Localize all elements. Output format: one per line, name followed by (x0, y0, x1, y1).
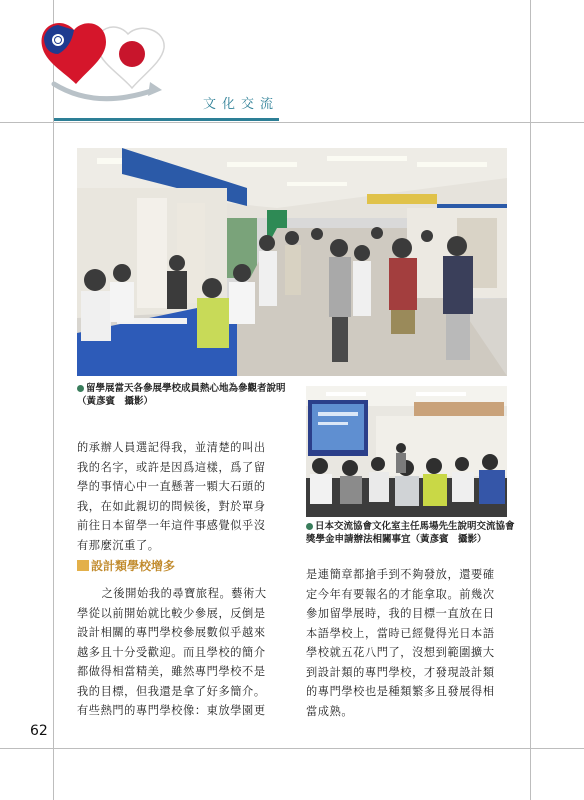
text-line: 的承辦人員選記得我，並清楚的叫出 (77, 441, 266, 454)
section-rule (54, 118, 279, 121)
photo2-caption-line2: 獎學金申請辦法相關事宜（黃彥賓 攝影） (306, 534, 487, 545)
page-number: 62 (30, 723, 48, 739)
section-heading (77, 557, 175, 574)
text-line: 是連簡章都搶手到不夠發放，還要確 (306, 568, 495, 581)
text-line: 設計相關的專門學校參展數似乎越來 (77, 626, 266, 639)
text-line: 學的事情心中一直懸著一顆大石頭的 (77, 480, 266, 493)
photo1-caption-line1: 留學展當天各參展學校成員熱心地為參觀者說明 (86, 383, 286, 394)
text-line: 到設計類的專門學校，才發現設計類 (306, 665, 495, 679)
section-heading-text: 設計類學校增多 (91, 559, 176, 573)
text-line: 前往日本留學一年這件事感覺似乎沒 (77, 519, 266, 532)
text-line: 當成熟。 (306, 704, 354, 718)
text-line: 定今年有要報名的才能拿取。前幾次 (306, 587, 495, 601)
paragraph-2-right (306, 565, 526, 721)
text-line: 有些熱門的專門學校像：東放學園更 (77, 704, 266, 717)
photo2-caption (306, 520, 521, 546)
right-frame-line (530, 0, 531, 800)
paragraph-1 (77, 438, 297, 555)
text-line: 越多且十分受歡迎。而且學校的簡介 (77, 645, 266, 659)
bottom-frame-line (0, 748, 584, 749)
caption-bullet-icon (306, 523, 313, 530)
text-line: 的專門學校也是種類繁多且發展得相 (306, 685, 495, 698)
top-frame-line (0, 122, 584, 123)
text-line: 之後開始我的尋寶旅程。藝術大 (101, 587, 267, 600)
text-line: 參加留學展時，我的目標一直放在日 (306, 607, 495, 620)
photo1-caption-line2: （黃彥賓 攝影） (77, 396, 154, 407)
text-line: 學校就五花八門了，沒想到範圍擴大 (306, 646, 495, 659)
text-line: 我的名字，或許是因爲這樣，爲了留 (77, 460, 266, 474)
seminar-room-photo (306, 386, 507, 517)
text-line: 有那麼沉重了。 (77, 538, 160, 552)
text-line: 我的目標，但我還是拿了好多簡介。 (77, 684, 266, 698)
photo1-caption (77, 382, 317, 408)
photo2-caption-line1: 日本交流協會文化室主任馬場先生說明交流協會 (315, 521, 515, 532)
paragraph-2-left (77, 584, 297, 721)
caption-bullet-icon (77, 385, 84, 392)
text-line: 學從以前開始就比較少參展，反倒是 (77, 606, 266, 620)
heading-square-icon (77, 560, 89, 571)
cultural-exchange-logo (36, 14, 166, 106)
section-label: 文化交流 (203, 97, 280, 112)
text-line: 本語學校上，當時已經覺得光日本語 (306, 626, 495, 640)
text-line: 我，在如此親切的問候後，對於單身 (77, 499, 266, 513)
exhibition-hall-photo (77, 148, 507, 376)
text-line: 都做得相當精美，雖然專門學校不是 (77, 665, 266, 678)
